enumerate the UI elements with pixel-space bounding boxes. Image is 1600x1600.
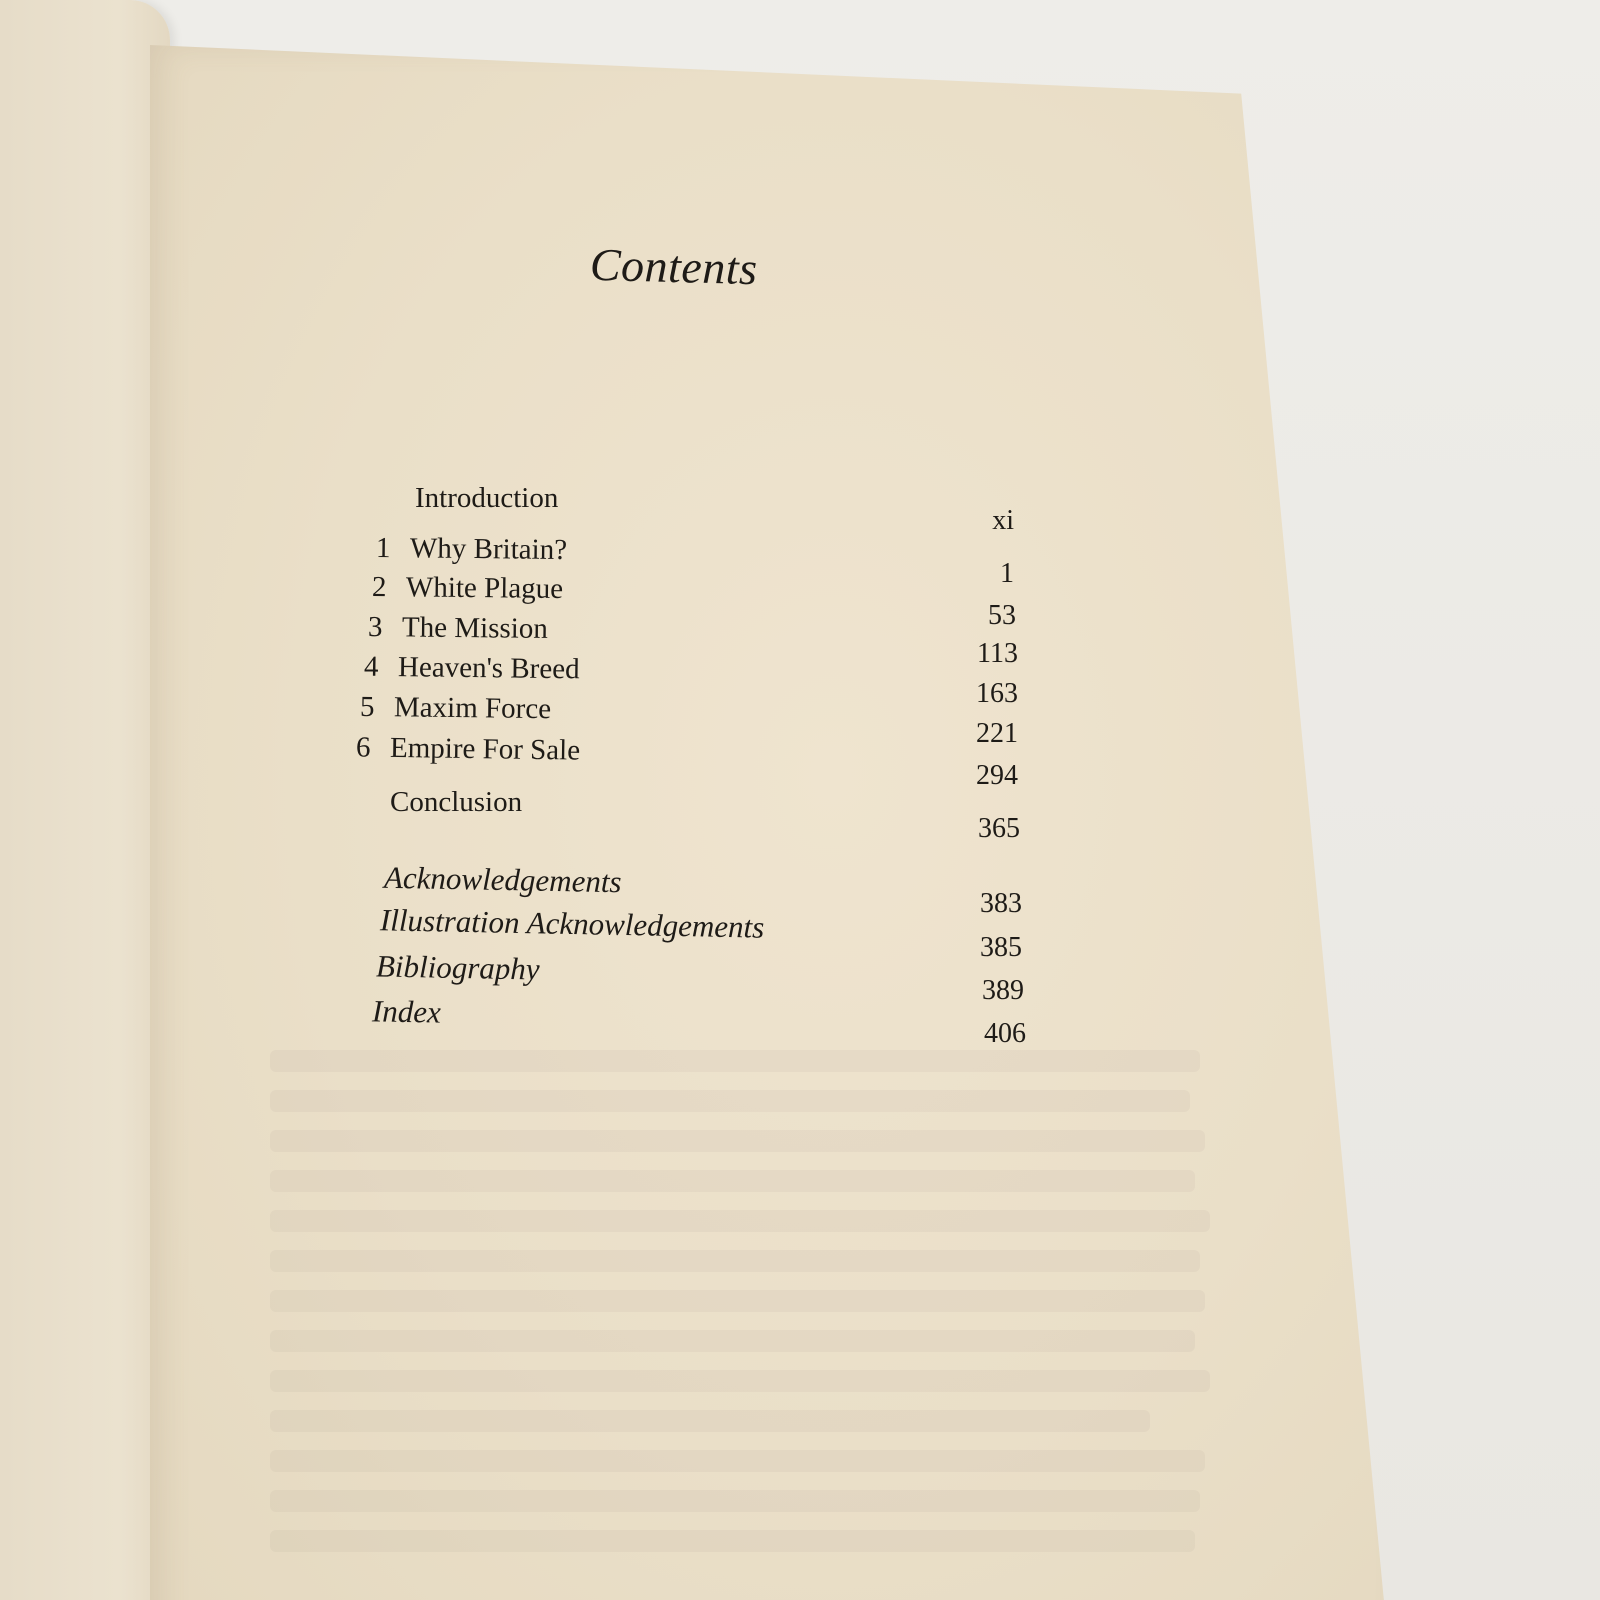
toc-page-number: xi xyxy=(992,505,1014,536)
toc-entry-introduction xyxy=(415,482,558,515)
toc-entry-title: Index xyxy=(371,993,442,1030)
toc-entry-title: Heaven's Breed xyxy=(397,651,580,686)
toc-entry-back-matter xyxy=(372,993,442,1030)
toc-page-number: 163 xyxy=(976,678,1018,709)
toc-page-number: 406 xyxy=(984,1018,1026,1049)
toc-entry-title: Introduction xyxy=(415,482,559,514)
chapter-number: 4 xyxy=(363,650,379,683)
toc-entry-chapter xyxy=(372,571,563,606)
toc-page-number: 221 xyxy=(976,718,1018,749)
toc-page-number: 1 xyxy=(1000,558,1014,589)
toc-entry-title: The Mission xyxy=(401,611,548,645)
toc-page-number: 365 xyxy=(978,813,1020,844)
chapter-number: 3 xyxy=(367,611,383,644)
toc-entry-back-matter xyxy=(376,948,540,987)
toc-entry-title: Bibliography xyxy=(375,948,540,987)
chapter-number: 5 xyxy=(359,690,375,724)
chapter-number: 1 xyxy=(375,532,391,565)
toc-entry-chapter xyxy=(360,691,551,726)
toc-entry-title: Maxim Force xyxy=(393,691,552,726)
toc-page-number: 53 xyxy=(988,600,1016,631)
toc-entry-title: Conclusion xyxy=(390,786,523,818)
toc-page-number: 389 xyxy=(982,975,1024,1006)
toc-entry-back-matter xyxy=(380,902,765,945)
toc-entry-title: Empire For Sale xyxy=(389,731,581,767)
toc-entry-title: White Plague xyxy=(405,571,564,605)
toc-entry-conclusion xyxy=(390,786,522,819)
chapter-number: 6 xyxy=(355,731,371,764)
toc-entry-chapter xyxy=(368,611,548,646)
toc-entry-title: Acknowledgements xyxy=(383,859,622,900)
toc-page-number: 383 xyxy=(980,888,1022,919)
toc-entry-chapter xyxy=(356,731,581,767)
toc-entry-title: Illustration Acknowledgements xyxy=(379,902,765,945)
toc-entry-chapter xyxy=(376,532,567,567)
toc-entry-back-matter xyxy=(384,860,622,901)
chapter-number: 2 xyxy=(371,571,387,604)
toc-entry-chapter xyxy=(364,651,580,687)
toc-page-number: 294 xyxy=(976,760,1018,791)
toc-page-number: 385 xyxy=(980,932,1022,963)
toc-entry-title: Why Britain? xyxy=(409,532,568,566)
toc-page-number: 113 xyxy=(977,638,1018,669)
page-title: Contents xyxy=(589,238,759,295)
